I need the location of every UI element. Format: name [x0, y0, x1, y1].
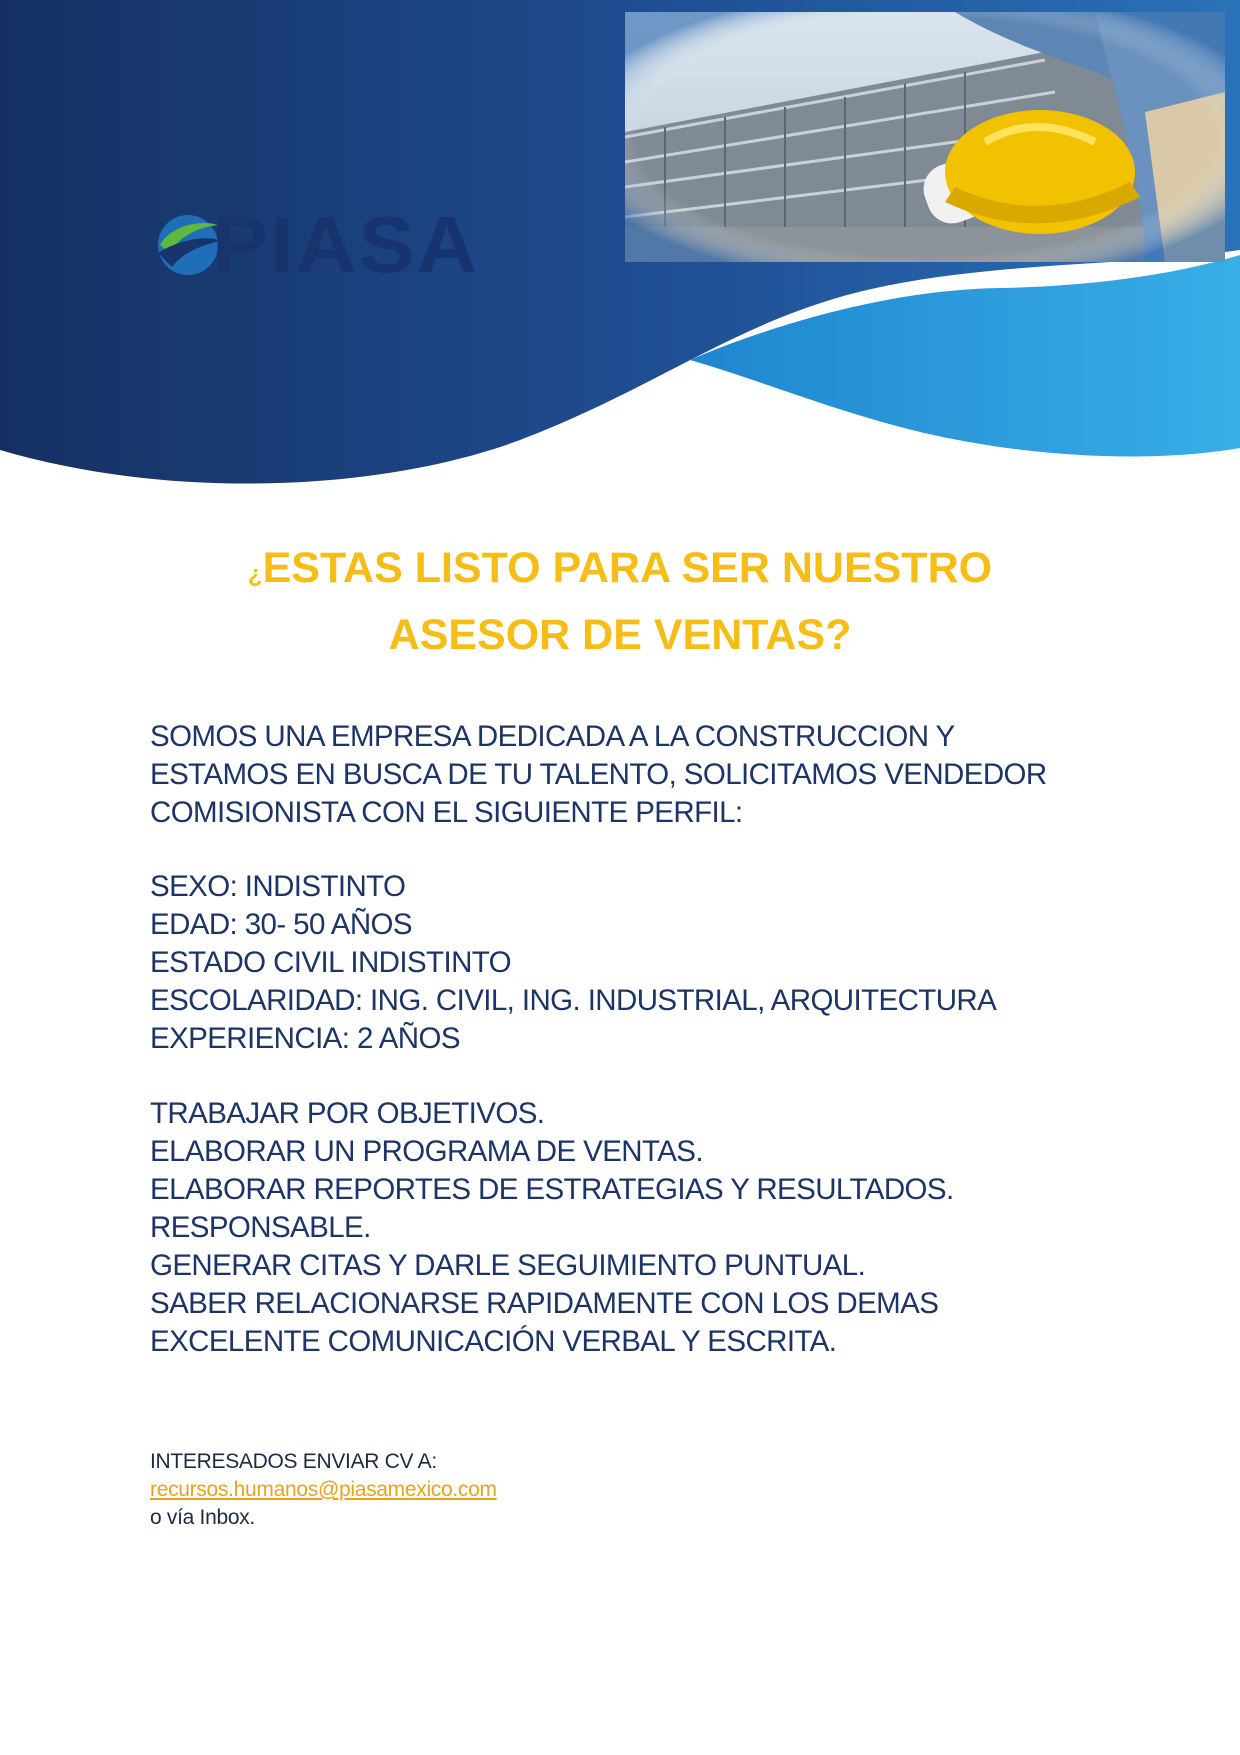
duty-item: SABER RELACIONARSE RAPIDAMENTE CON LOS DEMAS [150, 1287, 939, 1320]
brand-name: PIASA [212, 200, 480, 289]
contact-alt: o vía Inbox. [150, 1506, 255, 1529]
intro-line: ESTAMOS EN BUSCA DE TU TALENTO, SOLICITAMOS VENDEDOR [150, 758, 1047, 791]
contact-block [150, 1448, 850, 1532]
profile-edad: EDAD: 30- 50 AÑOS [150, 908, 412, 941]
construction-worker-hardhat-photo [625, 12, 1225, 262]
duty-item: TRABAJAR POR OBJETIVOS. [150, 1097, 545, 1130]
intro-line: COMISIONISTA CON EL SIGUIENTE PERFIL: [150, 796, 743, 829]
profile-sexo: SEXO: INDISTINTO [150, 870, 406, 903]
question-open-mark: ¿ [247, 561, 263, 588]
duty-item: ELABORAR UN PROGRAMA DE VENTAS. [150, 1135, 703, 1168]
duty-item: RESPONSABLE. [150, 1211, 371, 1244]
profile-list [150, 868, 1110, 1058]
intro-paragraph [150, 718, 1110, 832]
profile-experiencia: EXPERIENCIA: 2 AÑOS [150, 1022, 460, 1055]
duty-item: EXCELENTE COMUNICACIÓN VERBAL Y ESCRITA. [150, 1325, 837, 1358]
headline-line-2: ASESOR DE VENTAS? [388, 611, 852, 659]
duties-list [150, 1095, 1110, 1361]
globe-swoosh-icon [150, 205, 220, 285]
duty-item: ELABORAR REPORTES DE ESTRATEGIAS Y RESULTADOS. [150, 1173, 954, 1206]
contact-email-link[interactable]: recursos.humanos@piasamexico.com [150, 1478, 497, 1501]
duty-item: GENERAR CITAS Y DARLE SEGUIMIENTO PUNTUAL. [150, 1249, 866, 1282]
page-title [150, 538, 1090, 665]
profile-escolaridad: ESCOLARIDAD: ING. CIVIL, ING. INDUSTRIAL, ARQUITECTURA [150, 984, 997, 1017]
piasa-logo [150, 200, 490, 289]
intro-line: SOMOS UNA EMPRESA DEDICADA A LA CONSTRUCCION Y [150, 720, 955, 753]
profile-estado-civil: ESTADO CIVIL INDISTINTO [150, 946, 512, 979]
contact-label: INTERESADOS ENVIAR CV A: [150, 1450, 437, 1473]
header-photo [625, 12, 1225, 262]
headline-line-1: ESTAS LISTO PARA SER NUESTRO [262, 544, 993, 592]
